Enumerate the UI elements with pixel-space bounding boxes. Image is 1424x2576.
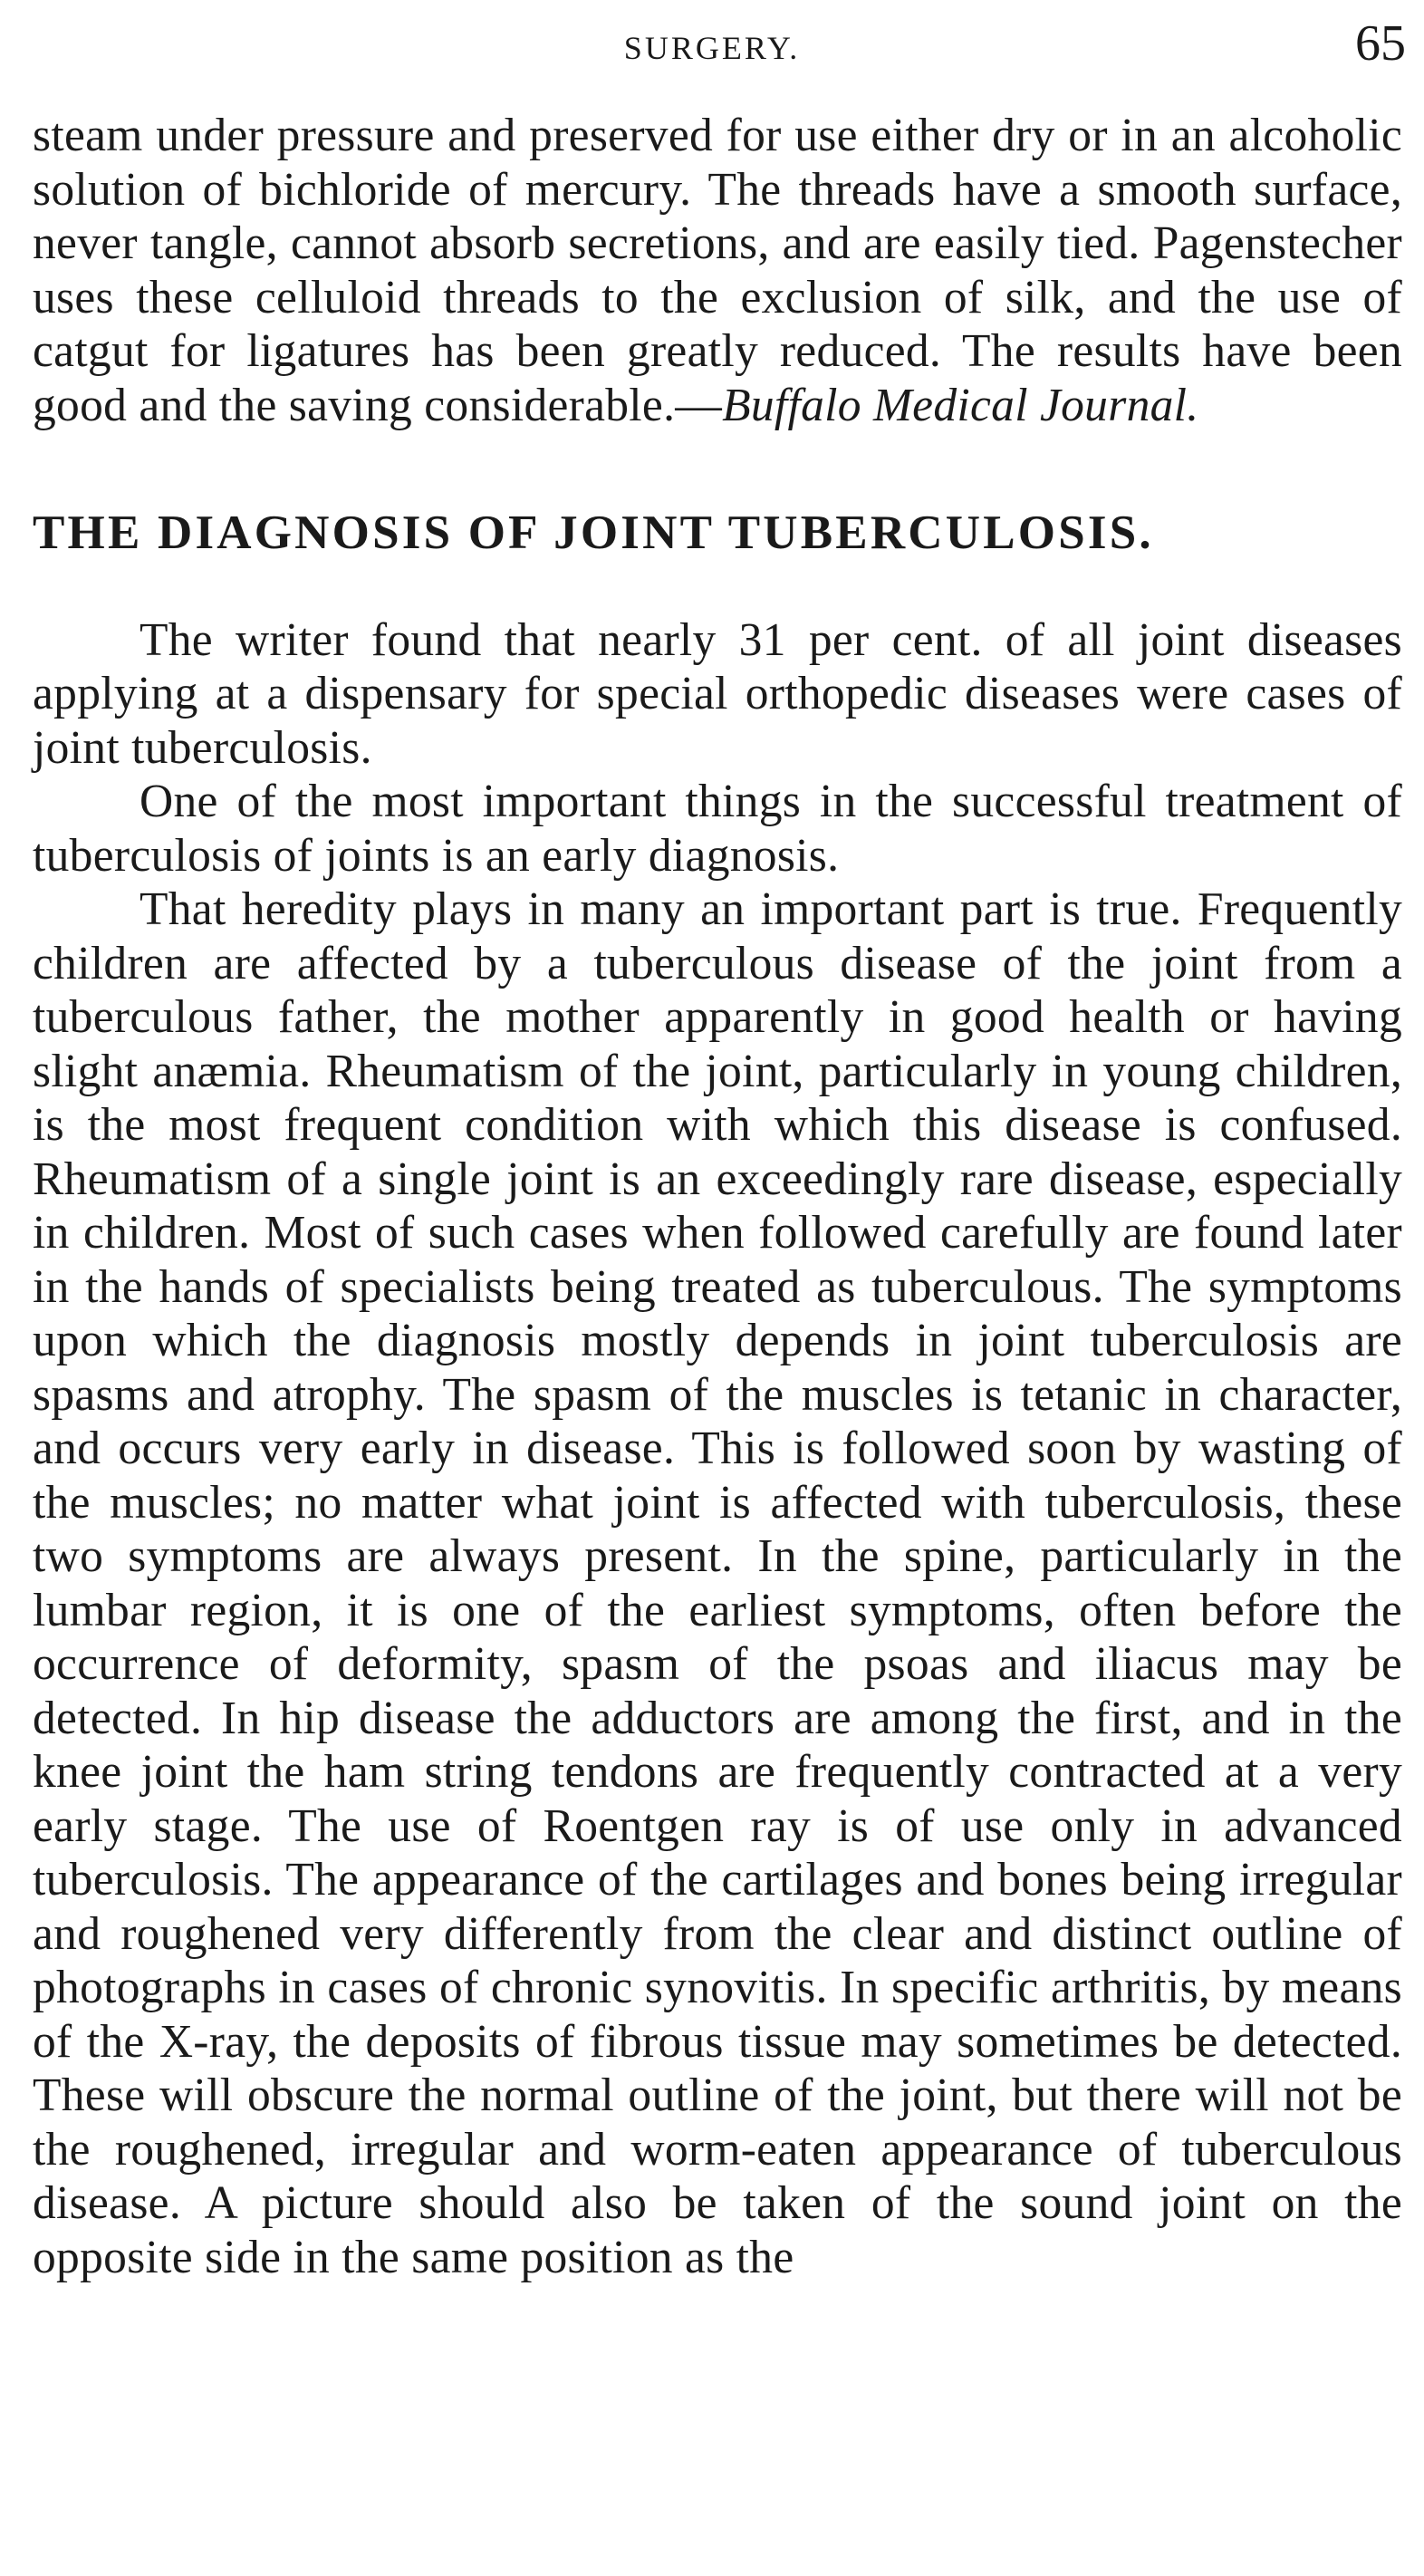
- article-paragraph: One of the most important things in the successful treatment of tuberculosis of joints is an early diagnosis.: [33, 776, 1402, 882]
- source-citation: Buffalo Medical Journal.: [722, 379, 1199, 431]
- body-text: [33, 109, 1402, 2284]
- continued-paragraph: [33, 109, 1402, 432]
- continued-paragraph-text: steam under pressure and preserved for use either dry or in an alcoholic solution of bichloride of mercury. The threads have a smooth surface, never tangle, cannot absorb secretions, and are easily tied. Pagenstecher uses these celluloid threads to the exclusion of silk, and the use of catgut for ligatures has been greatly reduced. The results have been good and the saving considerable.—: [33, 110, 1402, 431]
- page-number: 65: [1355, 15, 1406, 72]
- running-header: [0, 15, 1424, 74]
- article-paragraph: The writer found that nearly 31 per cent. of all joint diseases applying at a dispensary for special orthopedic diseases were cases of joint tuberculosis.: [33, 613, 1402, 774]
- article-paragraph: That heredity plays in many an important part is true. Frequently children are affected by a tuberculous disease of the joint from a tuberculous father, the mother apparently in good health or having slight anæmia. Rheumatism of the joint, particularly in young children, is the most frequent condition with which this disease is confused. Rheumatism of a single joint is an exceedingly rare disease, especially in children. Most of such cases when followed carefully are found later in the hands of specialists being treated as tuberculous. The symptoms upon which the diagnosis mostly depends in joint tuberculosis are spasms and atrophy. The spasm of the muscles is tetanic in character, and occurs very early in disease. This is followed soon by wasting of the muscles; no matter what joint is affected with tuberculosis, these two symptoms are always present. In the spine, particularly in the lumbar region, it is one of the earliest symptoms, often before the occurrence of deformity, spasm of the psoas and iliacus may be detected. In hip disease the adductors are among the first, and in the knee joint the ham string tendons are frequently contracted at a very early stage. The use of Roentgen ray is of use only in advanced tuberculosis. The appearance of the cartilages and bones being irregular and roughened very differently from the clear and distinct outline of photographs in cases of chronic synovitis. In specific arthritis, by means of the X-ray, the deposits of fibrous tissue may sometimes be detected. These will obscure the normal outline of the joint, but there will not be the roughened, irregular and worm-eaten appearance of tuberculous disease. A picture should also be taken of the sound joint on the opposite side in the same position as the: [33, 883, 1402, 2283]
- running-title: SURGERY.: [623, 30, 801, 66]
- article-heading: THE DIAGNOSIS OF JOINT TUBERCULOSIS.: [33, 507, 1154, 559]
